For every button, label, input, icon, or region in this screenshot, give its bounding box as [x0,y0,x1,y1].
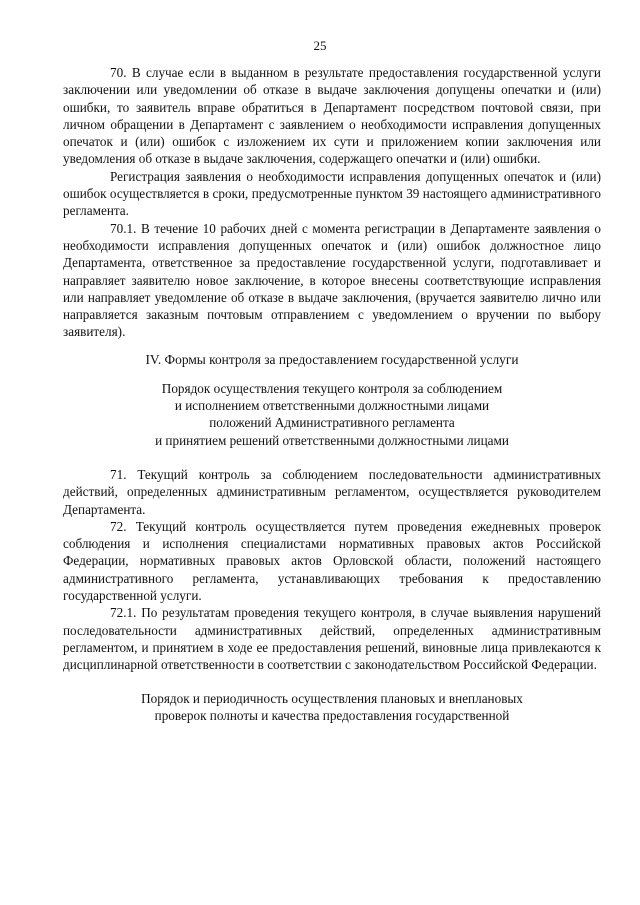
spacer [63,674,601,690]
subheading-line: проверок полноты и качества предоставления государственной [154,707,510,723]
subheading-line: Порядок и периодичность осуществления плановых и внеплановых [141,690,523,706]
subheading-current-control [63,380,601,449]
paragraph-70: 70. В случае если в выданном в результате предоставления государственной услуги заключении или уведомлении об отказе в выдаче заключения допущены опечатки и (или) ошибки, то заявитель вправе обратиться в Департамент посредством почтовой связи, при личном обращении в Департамент с заявлением о необходимости исправления допущенных опечаток и (или) ошибок с изложением их сути и приложением копии заключения или уведомления об отказе в выдаче заключения, содержащего опечатки и (или) ошибки. [63,65,601,167]
subheading-planned-inspections [63,690,601,725]
paragraph-72: 72. Текущий контроль осуществляется путем проведения ежедневных проверок соблюдения и исполнения специалистами нормативных правовых актов Российской Федерации, нормативных правовых актов Орловской области, положений настоящего административного регламента, устанавливающих требования к предоставлению государственной услуги. [63,518,601,604]
subheading-line: и исполнением ответственными должностными лицами [174,398,490,414]
subheading-line: и принятием решений ответственными должностными лицами [155,432,509,448]
subheading-line: положений Административного регламента [209,415,455,431]
paragraph-72-1: 72.1. По результатам проведения текущего контроля, в случае выявления нарушений последовательности административных действий, определенных административным регламентом, и принятием в ходе ее предоставления решений, виновные лица привлекаются к дисциплинарной ответственности в соответствии с законодательством Российской Федерации. [63,605,601,673]
paragraph-70-1: 70.1. В течение 10 рабочих дней с момента регистрации в Департаменте заявления о необходимости исправления допущенных опечаток и (или) ошибок должностное лицо Департамента, ответственное за предоставление государственной услуги, подготавливает и направляет заявителю новое заключение, в которое внесены соответствующие исправления или направляет уведомление об отказе в выдаче заключения, (вручается заявителю лично или направляется заказным почтовым отправлением с уведомлением о вручении по выбору заявителя). [63,220,601,340]
page-number: 25 [313,38,327,53]
section-heading-iv: IV. Формы контроля за предоставлением государственной услуги [145,351,519,367]
paragraph-70-registration: Регистрация заявления о необходимости исправления допущенных опечаток и (или) ошибок осуществляется в сроки, предусмотренные пунктом 39 настоящего административного регламента. [63,168,601,219]
subheading-line: Порядок осуществления текущего контроля за соблюдением [161,380,503,396]
paragraph-71: 71. Текущий контроль за соблюдением последовательности административных действий, определенных административным регламентом, осуществляется руководителем Департамента. [63,466,601,517]
document-body [63,64,601,741]
